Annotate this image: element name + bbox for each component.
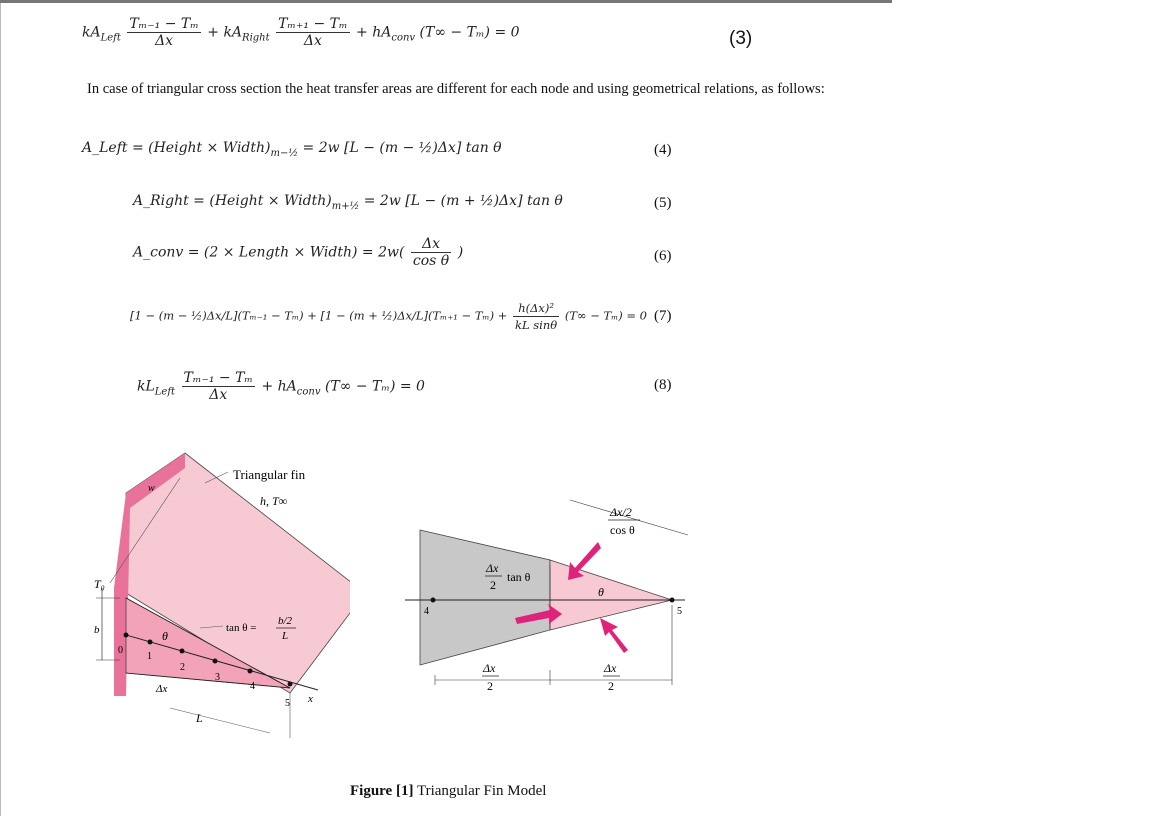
equation-4: A_Left = (Height × $Width)_{m-\frac{1}{2}} = 2w$ [L − (m − ½)Δx] tan θ <box>82 140 502 159</box>
equation-6-number: (6) <box>654 248 672 264</box>
arrow-bottom <box>600 618 628 653</box>
equation-5-number: (5) <box>654 195 672 211</box>
equation-7-number: (7) <box>654 308 672 324</box>
top-den: cos θ <box>610 523 635 537</box>
node-2: 2 <box>180 662 185 673</box>
node-1: 1 <box>147 651 152 662</box>
b2-den: 2 <box>608 679 614 693</box>
node-0: 0 <box>118 645 123 656</box>
tan-text: tan θ <box>507 570 531 584</box>
length-label: L <box>196 711 203 725</box>
caption-text: Triangular Fin Model <box>413 783 547 799</box>
b1-den: 2 <box>487 679 493 693</box>
equation-4-number: (4) <box>654 142 672 158</box>
b2-num: Δx <box>604 661 617 675</box>
pink-tip <box>550 560 672 630</box>
dx-label: Δx <box>156 683 168 695</box>
equation-6: A_conv = (2 × Length × Width) = 2w( $\frac{\Delta x}{\text{cos θ}}$ ) <box>133 236 464 269</box>
equation-8: $kL_{Left}$ $\frac{\text{Tₘ₋₁ − Tₘ}}{\Delta x}$ + $hA_{conv}$ (T∞ − Tₘ) = 0 <box>137 370 425 403</box>
body-paragraph: In case of triangular cross section the heat transfer areas are different for each node and using geometrical relations, as follows: <box>87 81 825 97</box>
gray-section <box>420 530 550 665</box>
equation-3: $kA_{Left}$ $\frac{\text{Tₘ₋₁ − Tₘ}}{\Delta x}$ + $kA_{Right}$ $\frac{\text{Tₘ₊₁ − Tₘ}}{\Delta x}$ + $hA_{conv}$ (T∞ − Tₘ) = 0 <box>82 16 520 49</box>
mid-den: 2 <box>490 578 496 592</box>
equation-8-number: (8) <box>654 377 672 393</box>
tan-den: L <box>282 630 289 642</box>
fin-title: Triangular fin <box>233 467 306 482</box>
x-label: x <box>308 693 313 705</box>
mid-num: Δx <box>486 561 499 575</box>
top-num: Δx/2 <box>610 505 632 519</box>
tan-num: b/2 <box>278 615 293 627</box>
equation-3-number: (3) <box>729 28 753 49</box>
h-label: h, T∞ <box>260 494 288 508</box>
top-rule <box>0 0 892 3</box>
node-4: 4 <box>250 681 255 692</box>
w-label: w <box>148 483 155 494</box>
equation-7: [1 − (m − ½)Δx/L](Tₘ₋₁ − Tₘ) + [1 − (m + ½)Δx/L](Tₘ₊₁ − Tₘ) + $\frac{\text{h(Δx)²}}{\text{kL sinθ}}$ (T∞ − Tₘ) = 0 <box>130 301 648 332</box>
node-element-diagram <box>400 490 690 700</box>
caption-label: Figure [1] <box>350 783 414 799</box>
figure-caption <box>350 783 546 800</box>
theta-right: θ <box>598 585 604 599</box>
b-label: b <box>94 624 100 636</box>
node-5: 5 <box>285 698 290 709</box>
equation-5: A_Right = (Height × $Width)_{m+\frac{1}{2}} = 2w$ [L − (m + ½)Δx] tan θ <box>133 193 563 212</box>
node-5-right: 5 <box>677 606 682 617</box>
theta-label: θ <box>162 629 168 643</box>
triangular-fin-diagram <box>90 448 350 748</box>
tan-label: tan θ = <box>226 622 257 634</box>
node-3: 3 <box>215 672 220 683</box>
node-4-right: 4 <box>424 606 429 617</box>
b1-num: Δx <box>483 661 496 675</box>
t0-label: T₀ <box>94 577 105 591</box>
